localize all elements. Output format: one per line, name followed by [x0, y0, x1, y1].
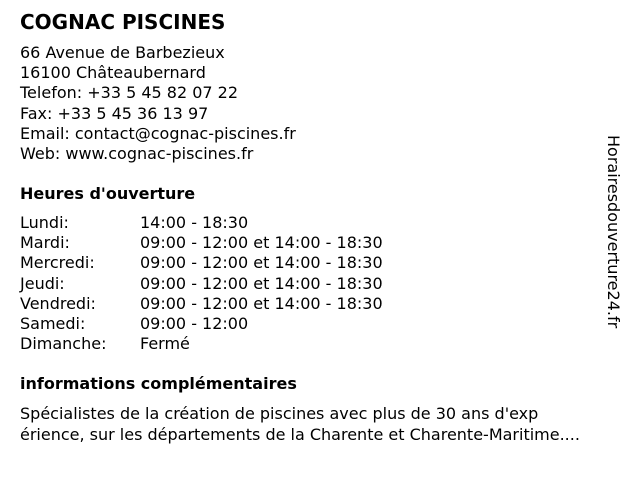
- day-label: Mardi:: [20, 233, 70, 253]
- hours-heading: Heures d'ouverture: [20, 184, 196, 203]
- day-label: Mercredi:: [20, 253, 95, 273]
- hours-row-wednesday: [20, 253, 383, 273]
- address-line-2: 16100 Châteaubernard: [20, 63, 206, 83]
- phone-line: Telefon: +33 5 45 82 07 22: [20, 83, 239, 103]
- day-label: Samedi:: [20, 314, 86, 334]
- description-text: [20, 404, 640, 445]
- business-name: COGNAC PISCINES: [20, 10, 226, 34]
- time-value: 09:00 - 12:00 et 14:00 - 18:30: [140, 293, 383, 313]
- time-value: 09:00 - 12:00 et 14:00 - 18:30: [140, 233, 383, 253]
- hours-row-saturday: [20, 314, 383, 334]
- contact-block: [20, 43, 296, 164]
- email-line: Email: contact@cognac-piscines.fr: [20, 123, 296, 143]
- time-value: Fermé: [140, 334, 190, 354]
- day-label: Jeudi:: [20, 273, 65, 293]
- time-value: 09:00 - 12:00 et 14:00 - 18:30: [140, 273, 383, 293]
- hours-row-sunday: [20, 334, 383, 354]
- hours-row-monday: [20, 213, 383, 233]
- day-label: Dimanche:: [20, 334, 107, 354]
- info-heading: informations complémentaires: [20, 374, 297, 393]
- source-watermark: Horairesdouverture24.fr: [604, 135, 623, 329]
- time-value: 09:00 - 12:00: [140, 314, 249, 334]
- day-label: Vendredi:: [20, 293, 96, 313]
- hours-row-thursday: [20, 274, 383, 294]
- description-line-1: Spécialistes de la création de piscines avec plus de 30 ans d'exp: [20, 404, 539, 423]
- web-line: Web: www.cognac-piscines.fr: [20, 144, 254, 164]
- fax-line: Fax: +33 5 45 36 13 97: [20, 103, 209, 123]
- time-value: 14:00 - 18:30: [140, 213, 249, 232]
- hours-table: [20, 213, 383, 354]
- hours-row-friday: [20, 294, 383, 314]
- day-label: Lundi:: [20, 213, 69, 232]
- time-value: 09:00 - 12:00 et 14:00 - 18:30: [140, 253, 383, 273]
- hours-row-tuesday: [20, 233, 383, 253]
- description-line-2: érience, sur les départements de la Charente et Charente-Maritime....: [20, 424, 580, 444]
- address-line-1: 66 Avenue de Barbezieux: [20, 43, 225, 62]
